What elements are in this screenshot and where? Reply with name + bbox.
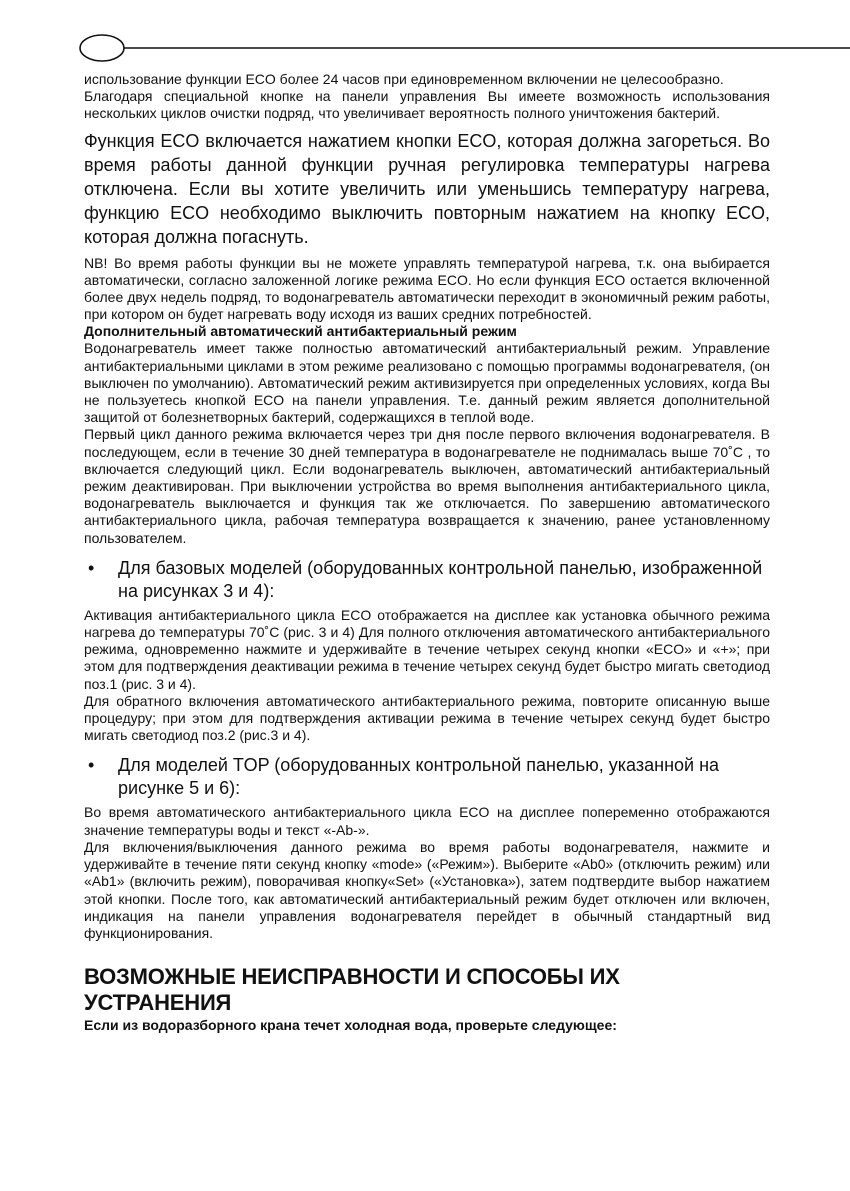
header-decoration — [0, 0, 850, 70]
page-content — [84, 71, 770, 1034]
bullet-top-models-text: Для моделей TOP (оборудованных контрольной панелью, указанной на рисунке 5 и 6): — [118, 755, 720, 799]
bullet-dot: • — [88, 557, 95, 578]
paragraph-first-cycle: Первый цикл данного режима включается через три дня после первого включения водонагревателя. В последующем, если в течение 30 дней температура в водонагревателе не поднималась выше 70˚С , то включается следующий цикл. Если водонагреватель выключен, автоматический антибактериальный режим деактивирован. При выключении устройства во время выполнения антибактериального цикла, водонагреватель выключается и функция так же отключается. По завершению автоматического антибактериального цикла, рабочая температура возвращается к значению, ранее установленному пользователем. — [84, 426, 770, 546]
paragraph-base-reenable: Для обратного включения автоматического антибактериального режима, повторите описанную выше процедуру; при этом для подтверждения активации режима в течение четырех секунд будет быстро мигать светодиод поз.2 (рис.3 и 4). — [84, 692, 770, 744]
section-title-troubleshooting: ВОЗМОЖНЫЕ НЕИСПРАВНОСТИ И СПОСОБЫ ИХ УСТРАНЕНИЯ — [84, 964, 620, 1016]
paragraph-top-toggle: Для включения/выключения данного режима во время работы водонагревателя, нажмите и удерживайте в течение пяти секунд кнопку «mode» («Режим»). Выберите «Ab0» (отключить режим) или «Ab1» (включить режим), поворачивая кнопку«Set» («Установка»), затем подтвердите выбор нажатием этой кнопки. После того, как автоматический антибактериальный режим будет отключен или включен, индикация на панели управления водонагревателя перейдет в обычный стандартный вид функционирования. — [84, 838, 770, 941]
bullet-dot: • — [88, 755, 95, 776]
subheading-antibacterial-mode: Дополнительный автоматический антибактериальный режим — [84, 323, 517, 340]
page-number-oval — [80, 35, 124, 61]
paragraph-base-activation: Активация антибактериального цикла ECO отображается на дисплее как установка обычного режима нагрева до температуры 70˚С (рис. 3 и 4) Для полного отключения автоматического антибактериального режима, одновременно нажмите и удерживайте в течение четырех секунд кнопки «ECO» и «+»; при этом для подтверждения деактивации режима в течение четырех секунд будет быстро мигать светодиод поз.1 (рис. 3 и 4). — [84, 606, 770, 692]
bullet-base-models — [84, 557, 770, 603]
paragraph-eco-duration: использование функции ECO более 24 часов при единовременном включении не целесообразно. — [84, 71, 724, 87]
section-subtitle-cold-water: Если из водоразборного крана течет холодная вода, проверьте следующее: — [84, 1017, 617, 1034]
paragraph-top-display: Во время автоматического антибактериального цикла ECO на дисплее попеременно отображаются значение температуры воды и текст «-Ab-». — [84, 804, 770, 838]
page-header — [0, 0, 850, 70]
paragraph-nb-note: NB! Во время работы функции вы не можете управлять температурой нагрева, т.к. она выбирается автоматически, согласно заложенной логике режима ECO. Но если функция ECO остается включенной более двух недель подряд, то водонагреватель автоматически переходит в экономичный режим работы, при котором он будет нагревать воду исходя из ваших средних потребностей. — [84, 254, 770, 323]
paragraph-antibacterial-description: Водонагреватель имеет также полностью автоматический антибактериальный режим. Управление антибактериальными циклами в этом режиме реализовано с помощью программы водонагревателя, (он выключен по умолчанию). Автоматический режим активизируется при определенных условиях, когда Вы не пользуетесь кнопкой ECO на панели управления. Т.е. данный режим является дополнительной защитой от болезнетворных бактерий, содержащихся в теплой воде. — [84, 340, 770, 426]
bullet-top-models — [84, 754, 770, 800]
paragraph-cleaning-cycles: Благодаря специальной кнопке на панели управления Вы имеете возможность использования нескольких циклов очистки подряд, что увеличивает вероятность полного уничтожения бактерий. — [84, 88, 770, 122]
paragraph-eco-activation: Функция ECO включается нажатием кнопки ECO, которая должна загореться. Во время работы данной функции ручная регулировка температуры нагрева отключена. Если вы хотите увеличить или уменьшись температуру нагрева, функцию ECO необходимо выключить повторным нажатием на кнопку ECO, которая должна погаснуть. — [84, 130, 770, 247]
bullet-base-models-text: Для базовых моделей (оборудованных контрольной панелью, изображенной на рисунках 3 и 4): — [118, 557, 763, 601]
